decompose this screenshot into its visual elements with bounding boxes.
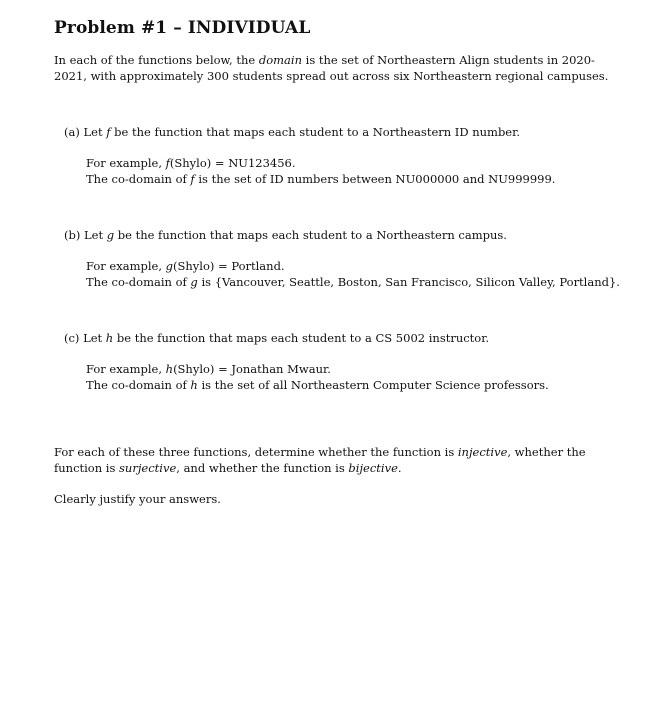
part-c-text-2: be the function that maps each student to a CS 5002 instructor.: [113, 331, 490, 345]
part-a-codomain-func: f: [190, 172, 195, 186]
intro-text-1: In each of the functions below, the: [54, 53, 259, 67]
question-text-1: For each of these three functions, determine whether the function is: [54, 445, 458, 459]
part-a-example: [86, 155, 296, 171]
part-a-text-2: be the function that maps each student to a Northeastern ID number.: [110, 125, 520, 139]
part-c-example-text: (Shylo) = Jonathan Mwaur.: [173, 362, 331, 376]
part-a-example-prefix: For example,: [86, 156, 166, 170]
part-c-example-prefix: For example,: [86, 362, 166, 376]
part-a-text-1: Let: [79, 125, 107, 139]
part-c-codomain-func: h: [190, 378, 198, 392]
part-a-codomain-post: is the set of ID numbers between NU000000 and NU999999.: [194, 172, 556, 186]
part-c-codomain-post: is the set of all Northeastern Computer Science professors.: [197, 378, 549, 392]
part-b-codomain: [86, 274, 620, 290]
part-a-codomain: [86, 171, 555, 187]
part-c-codomain-pre: The co-domain of: [86, 378, 191, 392]
part-b-codomain-func: g: [190, 275, 198, 289]
part-a-example-func: f: [165, 156, 170, 170]
part-c-label: (c): [64, 331, 80, 345]
question-paragraph: [54, 444, 624, 476]
part-c-codomain: [86, 377, 549, 393]
justify-instruction: Clearly justify your answers.: [54, 492, 221, 506]
part-a-func: f: [106, 125, 111, 139]
part-b-statement: [64, 227, 507, 243]
part-c-statement: [64, 330, 489, 346]
question-text-3: , and whether the function is: [176, 461, 349, 475]
part-c-example: [86, 361, 331, 377]
part-b-example-func: g: [165, 259, 174, 273]
intro-domain-word: domain: [258, 53, 302, 67]
part-c-example-func: h: [165, 362, 174, 376]
part-a-codomain-pre: The co-domain of: [86, 172, 191, 186]
part-b-codomain-post: is {Vancouver, Seattle, Boston, San Francisco, Silicon Valley, Portland}.: [197, 275, 620, 289]
part-b-example-text: (Shylo) = Portland.: [173, 259, 285, 273]
question-text-2: , whether the function is: [54, 445, 586, 475]
part-b-codomain-pre: The co-domain of: [86, 275, 191, 289]
part-a-example-text: (Shylo) = NU123456.: [169, 156, 296, 170]
part-b-example: [86, 258, 285, 274]
question-bijective: bijective: [348, 461, 398, 475]
part-b-func: g: [106, 228, 115, 242]
part-b-text-2: be the function that maps each student to a Northeastern campus.: [114, 228, 507, 242]
intro-text-2: is the set of Northeastern Align students in 2020-2021, with approximately 300 students spread out across six Northeastern regional campuses.: [54, 53, 609, 83]
part-b-label: (b): [64, 228, 81, 242]
part-b-text-1: Let: [80, 228, 107, 242]
part-b-example-prefix: For example,: [86, 259, 166, 273]
problem-title: Problem #1 – INDIVIDUAL: [54, 18, 311, 38]
question-surjective: surjective: [119, 461, 177, 475]
part-c-text-1: Let: [79, 331, 106, 345]
question-injective: injective: [457, 445, 508, 459]
part-c-func: h: [105, 331, 114, 345]
part-a-label: (a): [64, 125, 80, 139]
intro-paragraph: [54, 52, 624, 84]
question-text-4: .: [397, 461, 402, 475]
part-a-statement: [64, 124, 520, 140]
